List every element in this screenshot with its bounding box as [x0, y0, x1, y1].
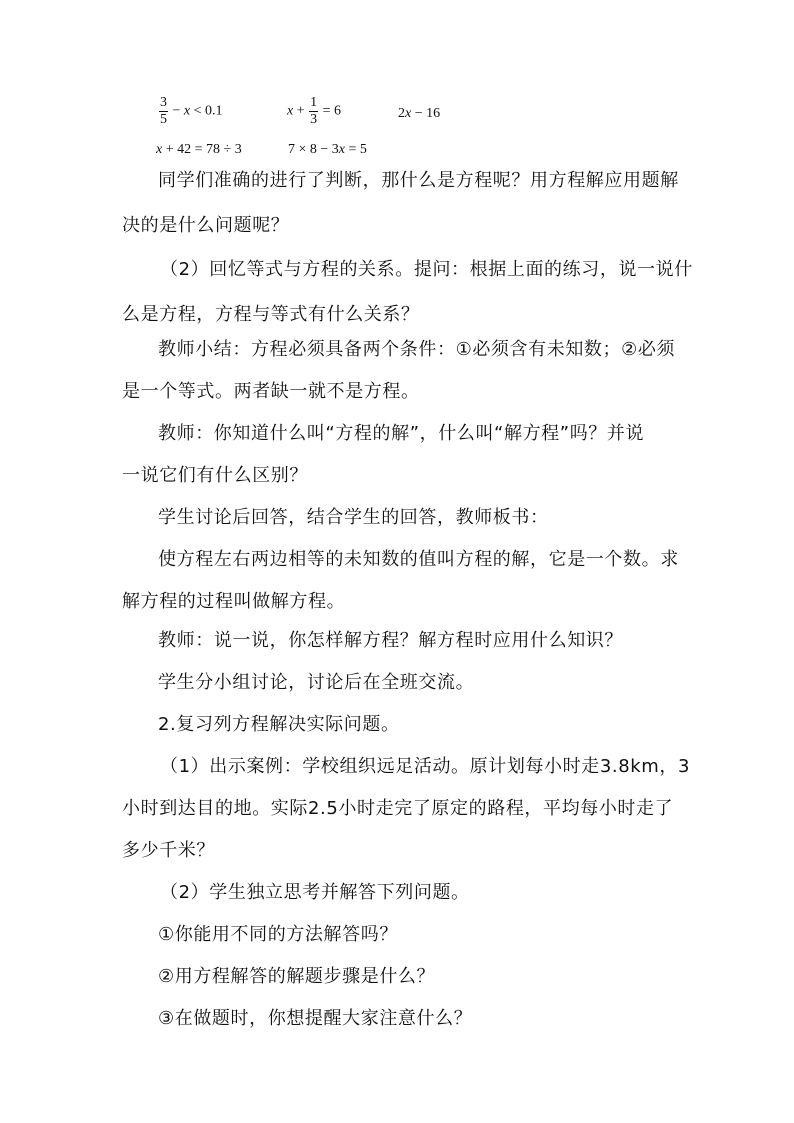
- formula-text: = 6: [319, 103, 342, 119]
- paragraph-line: 同学们准确的进行了判断，那什么是方程呢？用方程解应用题解: [158, 170, 679, 191]
- paragraph-line: 学生分小组讨论，讨论后在全班交流。: [158, 672, 475, 693]
- paragraph-line: 解方程的过程叫做解方程。: [122, 591, 346, 612]
- paragraph-line: 学生讨论后回答，结合学生的回答，教师板书：: [158, 507, 549, 528]
- list-item: ②用方程解答的解题步骤是什么？: [158, 966, 436, 987]
- formula-text: x +: [287, 103, 309, 119]
- formula-equation-fraction: [287, 96, 341, 127]
- paragraph-line: （2）回忆等式与方程的关系。提问：根据上面的练习，说一说什: [160, 259, 693, 280]
- fraction: [309, 96, 318, 127]
- formula-expression: [398, 106, 440, 122]
- paragraph-line: 决的是什么问题呢？: [122, 215, 290, 236]
- list-item: ①你能用不同的方法解答吗？: [158, 924, 398, 945]
- fraction-numerator: 3: [160, 95, 167, 110]
- paragraph-line: 教师：说一说，你怎样解方程？解方程时应用什么知识？: [158, 630, 623, 651]
- list-item: ③在做题时，你想提醒大家注意什么？: [158, 1008, 473, 1029]
- fraction-denominator: 5: [160, 112, 167, 127]
- paragraph-line: （1）出示案例：学校组织远足活动。原计划每小时走3.8km，3: [160, 756, 691, 777]
- formula-inequality: [158, 96, 223, 127]
- paragraph-line: 多少千米？: [122, 840, 215, 861]
- formula-text: 7 × 8 − 3x = 5: [288, 142, 367, 157]
- paragraph-line: 小时到达目的地。实际2.5小时走完了原定的路程，平均每小时走了: [122, 798, 674, 819]
- paragraph-line: 是一个等式。两者缺一就不是方程。: [122, 381, 420, 402]
- formula-text: − x < 0.1: [169, 103, 223, 119]
- section-heading: 2.复习列方程解决实际问题。: [158, 714, 400, 735]
- fraction-denominator: 3: [310, 112, 318, 127]
- fraction: [159, 96, 168, 127]
- formula-text: x + 42 = 78 ÷ 3: [156, 142, 242, 157]
- fraction-numerator: 1: [310, 95, 318, 110]
- paragraph-line: 么是方程，方程与等式有什么关系？: [122, 304, 420, 325]
- paragraph-line: （2）学生独立思考并解答下列问题。: [160, 882, 470, 903]
- paragraph-line: 教师小结：方程必须具备两个条件：①必须含有未知数；②必须: [158, 339, 676, 360]
- formula-equation-division: [156, 142, 242, 158]
- paragraph-line: 一说它们有什么区别？: [122, 465, 308, 486]
- paragraph-line: 教师：你知道什么叫“方程的解”，什么叫“解方程”吗？并说: [158, 423, 645, 444]
- paragraph-line: 使方程左右两边相等的未知数的值叫方程的解，它是一个数。求: [158, 549, 679, 570]
- formula-equation-product: [288, 142, 367, 158]
- formula-text: 2x − 16: [398, 106, 441, 121]
